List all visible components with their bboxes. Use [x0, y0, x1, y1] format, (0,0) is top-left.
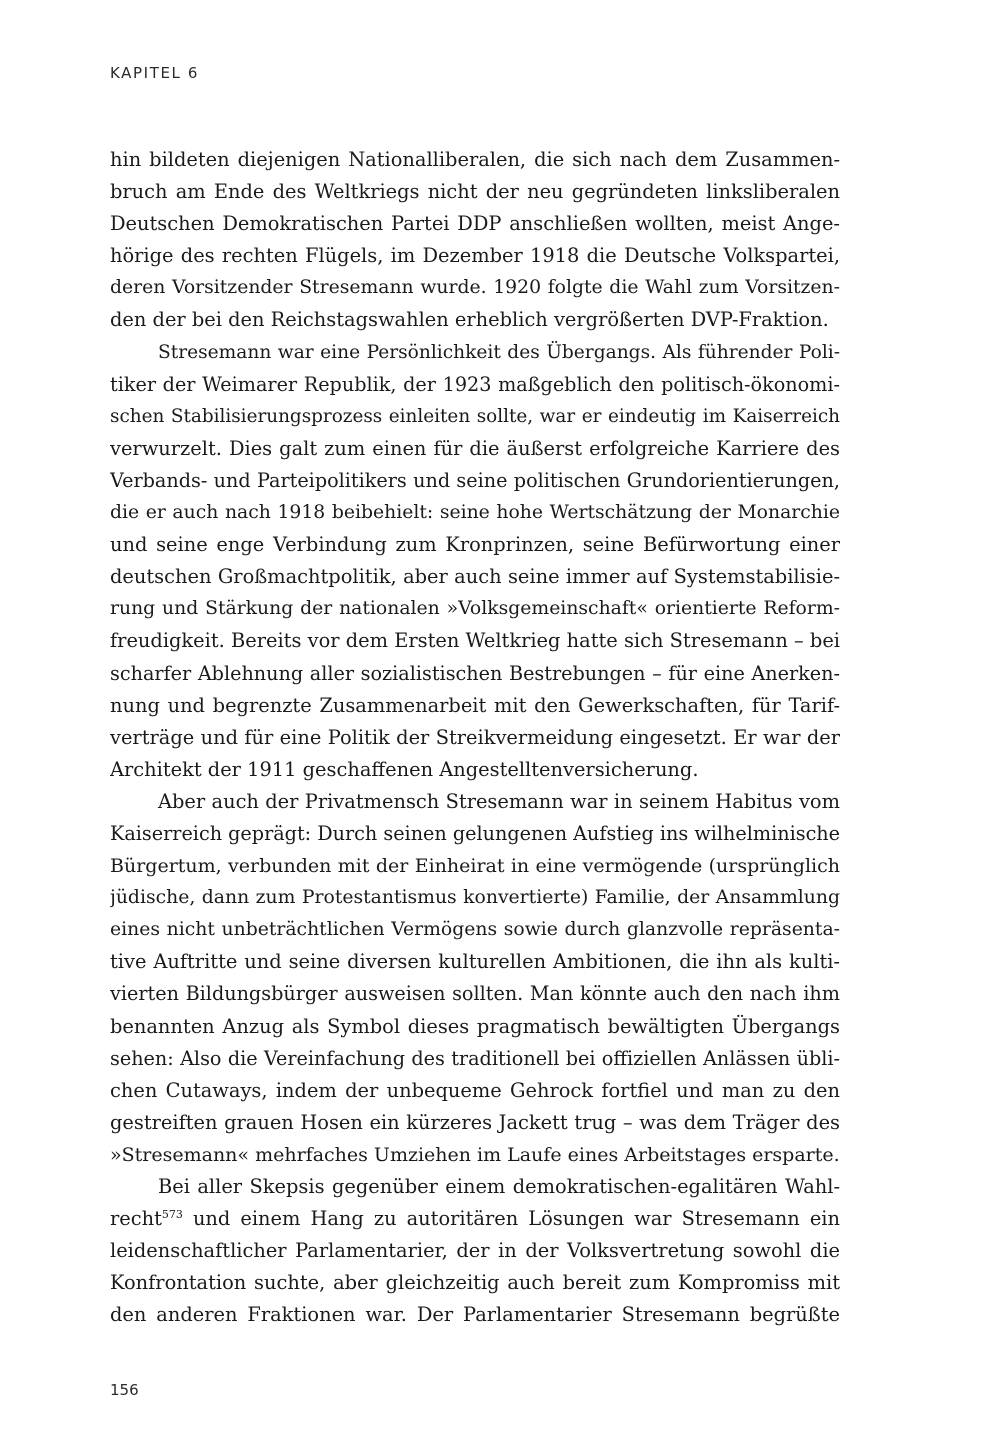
text-line: Konfrontation suchte, aber gleichzeitig auch bereit zum Kompromiss mit [110, 1271, 840, 1295]
text-line: deren Vorsitzender Stresemann wurde. 1920 folgte die Wahl zum Vorsitzen- [110, 277, 840, 299]
text-line: deutschen Großmachtpolitik, aber auch seine immer auf Systemstabilisie- [110, 565, 840, 589]
text-line: eines nicht unbeträchtlichen Vermögens sowie durch glanzvolle repräsenta- [110, 919, 840, 941]
text-line: Stresemann war eine Persönlichkeit des Übergangs. Als führender Poli- [158, 341, 840, 363]
text-line: nung und begrenzte Zusammenarbeit mit den Gewerkschaften, für Tarif- [110, 693, 840, 717]
text-line: bruch am Ende des Weltkriegs nicht der neu gegründeten linksliberalen [110, 180, 840, 204]
text-segment: recht [110, 1207, 162, 1231]
text-line: die er auch nach 1918 beibehielt: seine hohe Wertschätzung der Monarchie [110, 502, 840, 524]
body-text [110, 144, 840, 1331]
text-line: hin bildeten diejenigen Nationalliberalen, die sich nach dem Zusammen- [110, 148, 840, 171]
text-line: den der bei den Reichstagswahlen erheblich vergrößerten DVP-Fraktion. [110, 308, 829, 332]
text-line: Bei aller Skepsis gegenüber einem demokratischen-egalitären Wahl- [158, 1175, 840, 1198]
text-line: den anderen Fraktionen war. Der Parlamentarier Stresemann begrüßte [110, 1303, 840, 1327]
text-line: verträge und für eine Politik der Streikvermeidung eingesetzt. Er war der [110, 725, 840, 749]
text-line: freudigkeit. Bereits vor dem Ersten Weltkrieg hatte sich Stresemann – bei [110, 629, 840, 653]
text-line: leidenschaftlicher Parlamentarier, der in der Volksvertretung sowohl die [110, 1239, 840, 1263]
text-line: Deutschen Demokratischen Partei DDP anschließen wollten, meist Ange- [110, 212, 840, 236]
text-line: jüdische, dann zum Protestantismus konvertierte) Familie, der Ansammlung [110, 887, 840, 909]
text-line: tiker der Weimarer Republik, der 1923 maßgeblich den politisch-ökonomi- [110, 372, 840, 396]
text-line: tive Auftritte und seine diversen kulturellen Ambitionen, die ihn als kulti- [110, 950, 840, 974]
text-line: sehen: Also die Vereinfachung des traditionell bei offiziellen Anlässen übli- [110, 1046, 840, 1070]
text-line: rung und Stärkung der nationalen »Volksgemeinschaft« orientierte Reform- [110, 598, 840, 620]
text-line-with-footnote [110, 1203, 840, 1235]
text-line: Verbands- und Parteipolitikers und seine politischen Grundorientierungen, [110, 468, 840, 492]
running-head: KAPITEL 6 [110, 64, 200, 82]
text-line: »Stresemann« mehrfaches Umziehen im Laufe eines Arbeitstages ersparte. [110, 1143, 840, 1166]
footnote-reference[interactable]: 573 [161, 1208, 183, 1222]
text-line: Kaiserreich geprägt: Durch seinen gelungenen Aufstieg ins wilhelminische [110, 821, 840, 845]
text-line: schen Stabilisierungsprozess einleiten sollte, war er eindeutig im Kaiserreich [110, 405, 840, 427]
text-line: benannten Anzug als Symbol dieses pragmatisch bewältigten Übergangs [110, 1014, 840, 1038]
page-number: 156 [110, 1381, 139, 1399]
text-line: Aber auch der Privatmensch Stresemann war in seinem Habitus vom [158, 789, 840, 813]
text-line: gestreiften grauen Hosen ein kürzeres Jackett trug – was dem Träger des [110, 1110, 840, 1134]
text-line: und seine enge Verbindung zum Kronprinzen, seine Befürwortung einer [110, 533, 840, 557]
text-line: vierten Bildungsbürger ausweisen sollten. Man könnte auch den nach ihm [110, 982, 840, 1006]
text-line: chen Cutaways, indem der unbequeme Gehrock fortfiel und man zu den [110, 1078, 840, 1102]
text-line: scharfer Ablehnung aller sozialistischen Bestrebungen – für eine Anerken- [110, 661, 840, 685]
text-line: Architekt der 1911 geschaffenen Angestelltenversicherung. [110, 757, 699, 781]
text-line: hörige des rechten Flügels, im Dezember 1918 die Deutsche Volkspartei, [110, 244, 840, 268]
text-line: Bürgertum, verbunden mit der Einheirat in eine vermögende (ursprünglich [110, 855, 840, 878]
text-segment: und einem Hang zu autoritären Lösungen war Stresemann ein [192, 1207, 840, 1231]
text-line: verwurzelt. Dies galt zum einen für die äußerst erfolgreiche Karriere des [110, 436, 840, 460]
